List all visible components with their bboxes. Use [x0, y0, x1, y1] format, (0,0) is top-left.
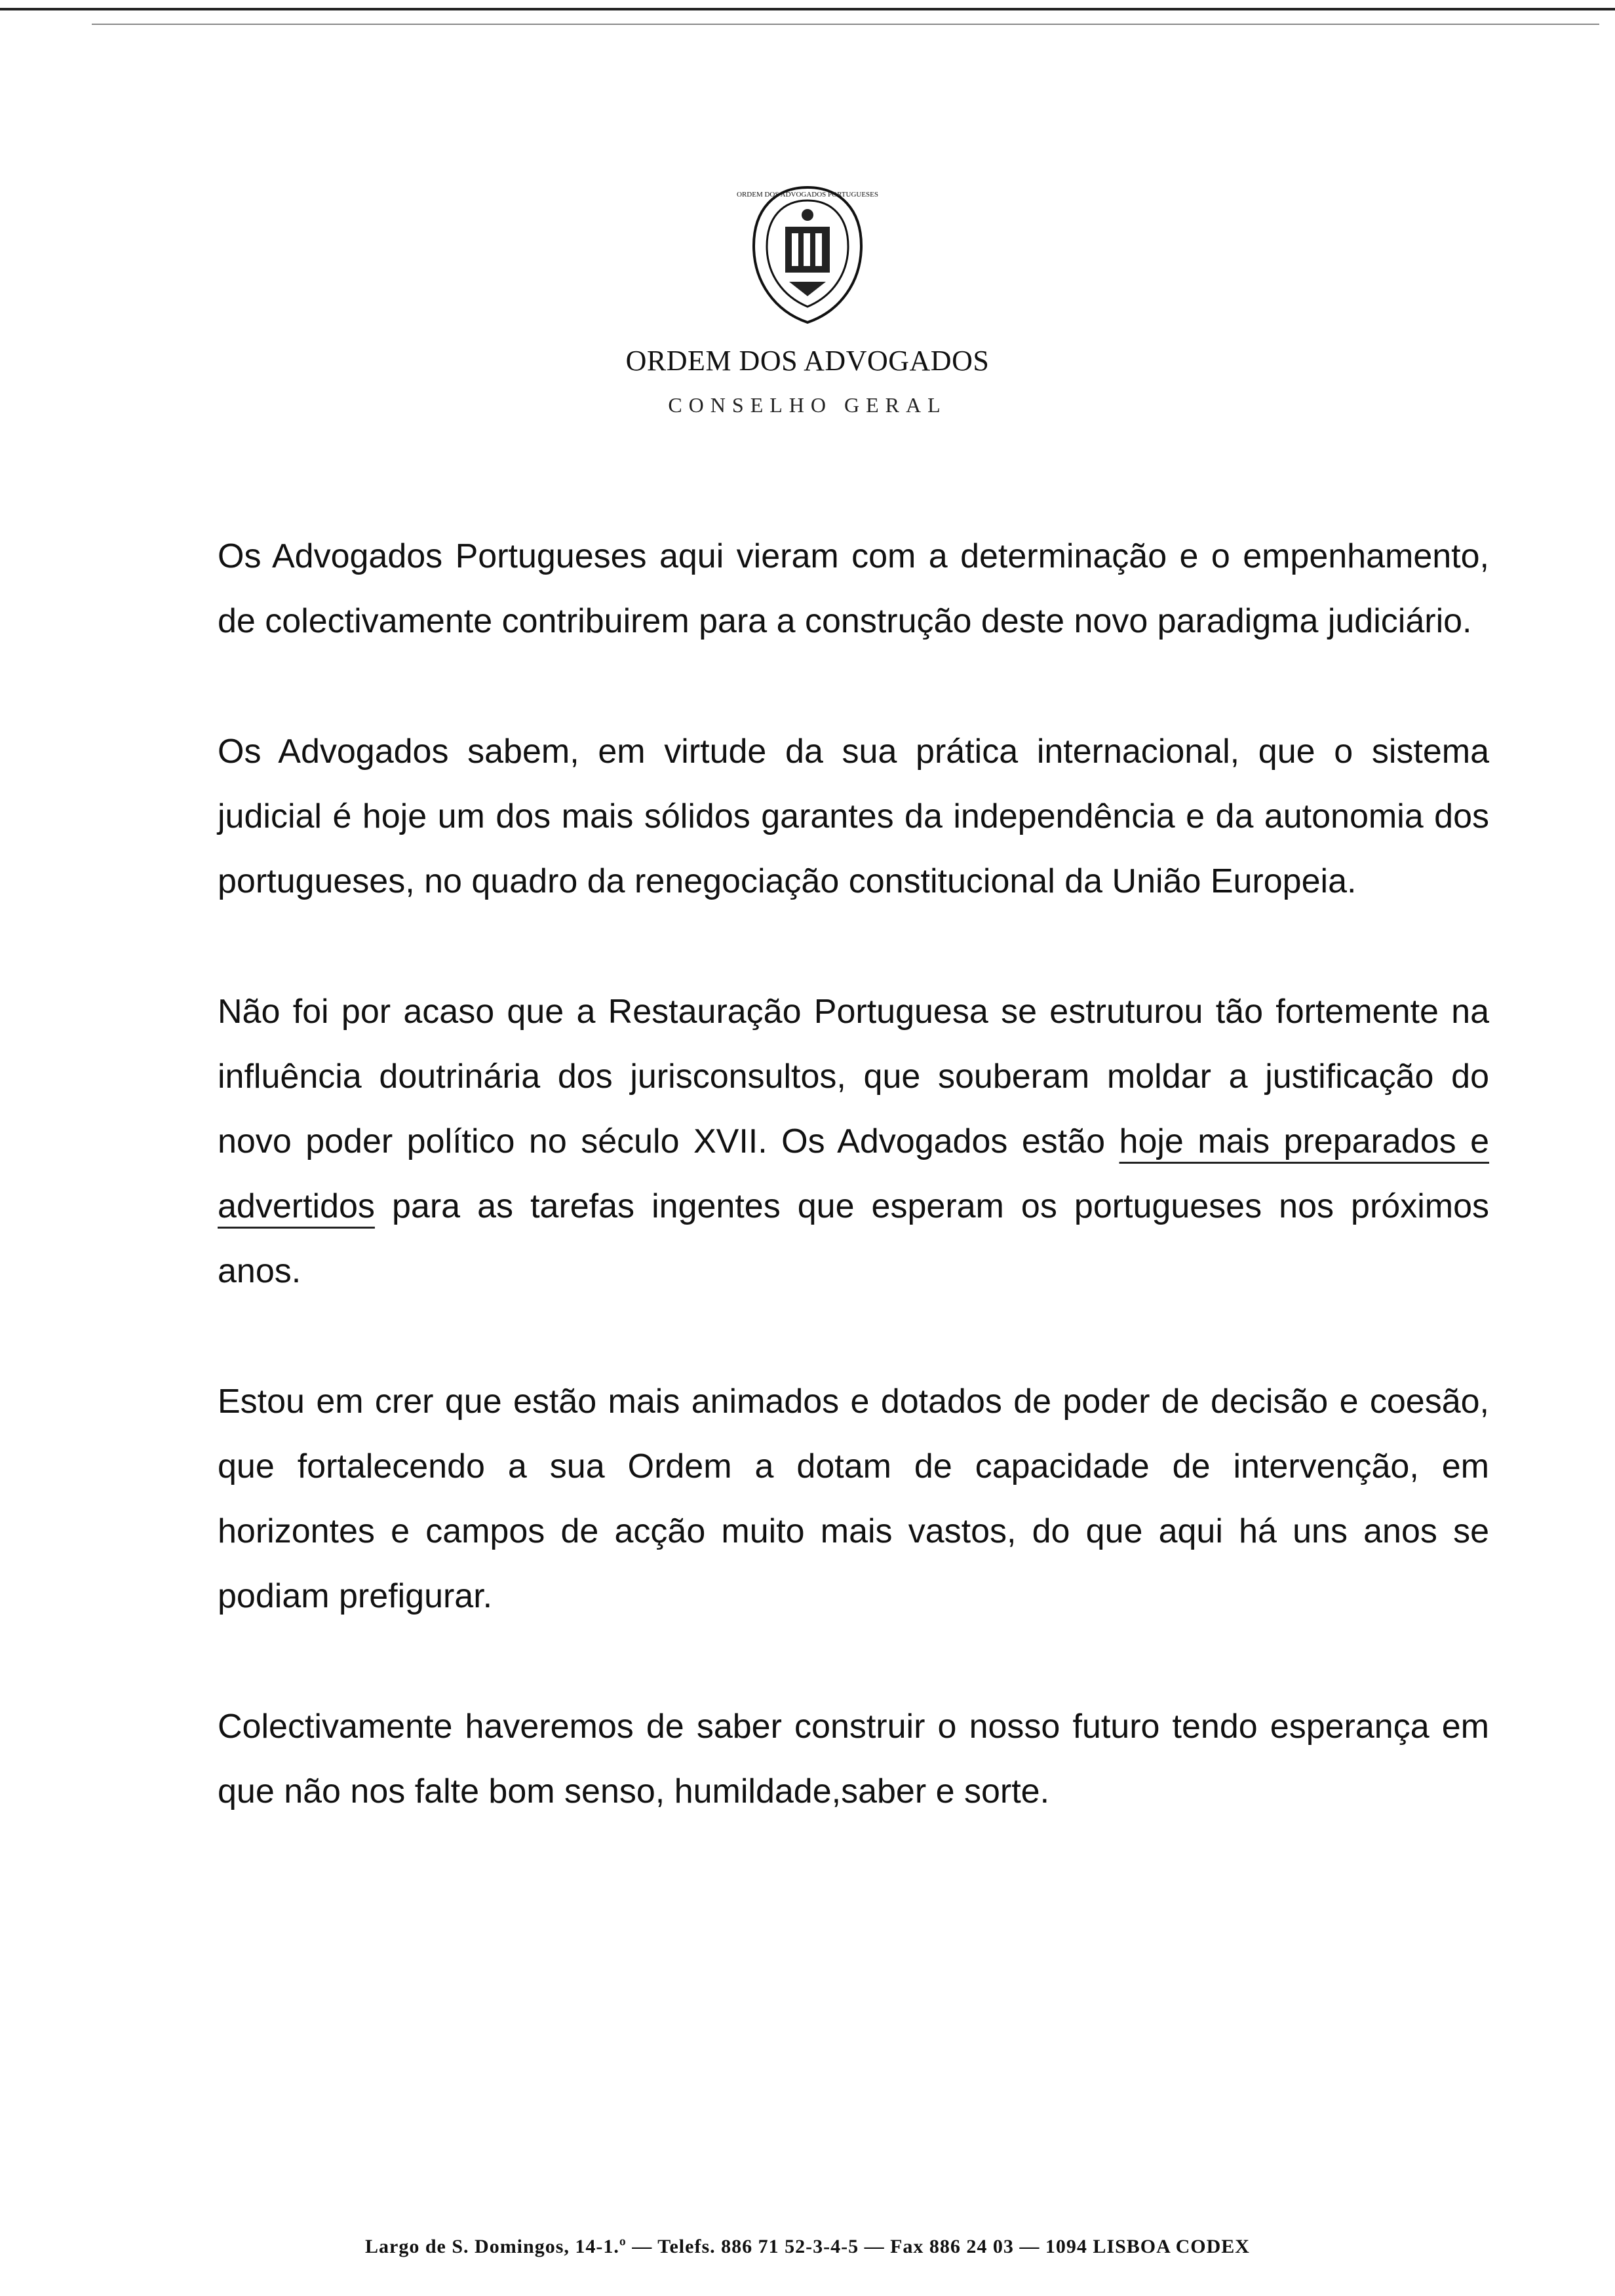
paragraph-5: Colectivamente haveremos de saber construir o nosso futuro tendo esperança em que não nos falte bom senso, humildade,saber e sorte. — [218, 1708, 1489, 1810]
paragraph-1: Os Advogados Portugueses aqui vieram com a determinação e o empenhamento, de colectivamente contribuirem para a construção deste novo paradigma judiciário. — [218, 537, 1489, 640]
letter-body — [218, 524, 1489, 1824]
top-rule — [0, 8, 1615, 10]
paragraph-4: Estou em crer que estão mais animados e dotados de poder de decisão e coesão, que fortalecendo a sua Ordem a dotam de capacidade de intervenção, em horizontes e campos de acção muito mais vastos, do que aqui há uns anos se podiam prefigurar. — [218, 1383, 1489, 1615]
org-name: ORDEM DOS ADVOGADOS — [625, 345, 990, 377]
paragraph-2: Os Advogados sabem, em virtude da sua prática internacional, que o sistema judicial é hoje um dos mais sólidos garantes da independência e da autonomia dos portugueses, no quadro da renegociação constitucional da União Europeia. — [218, 733, 1489, 900]
footer-address: Largo de S. Domingos, 14-1.º — Telefs. 886 71 52-3-4-5 — Fax 886 24 03 — 1094 LISBOA CODEX — [365, 2236, 1250, 2257]
svg-text:ORDEM DOS ADVOGADOS PORTUGUESE: ORDEM DOS ADVOGADOS PORTUGUESES — [736, 191, 879, 199]
paragraph-3-after: para as tarefas ingentes que esperam os portugueses nos próximos anos. — [218, 1187, 1489, 1290]
letterhead — [0, 183, 1615, 417]
seal-emblem — [736, 183, 879, 328]
paragraph-3-before: Não foi por acaso que a Restauração Portuguesa se estruturou tão fortemente na influência doutrinária dos jurisconsultos, que souberam moldar a justificação do novo poder político no século XVII. Os Advogados estão — [218, 993, 1489, 1160]
top-rule-thin — [92, 24, 1599, 25]
paragraph-3 — [218, 980, 1489, 1304]
org-subtitle: CONSELHO GERAL — [668, 393, 947, 417]
underlined-phrase: hoje mais preparados e advertidos — [218, 1122, 1490, 1225]
